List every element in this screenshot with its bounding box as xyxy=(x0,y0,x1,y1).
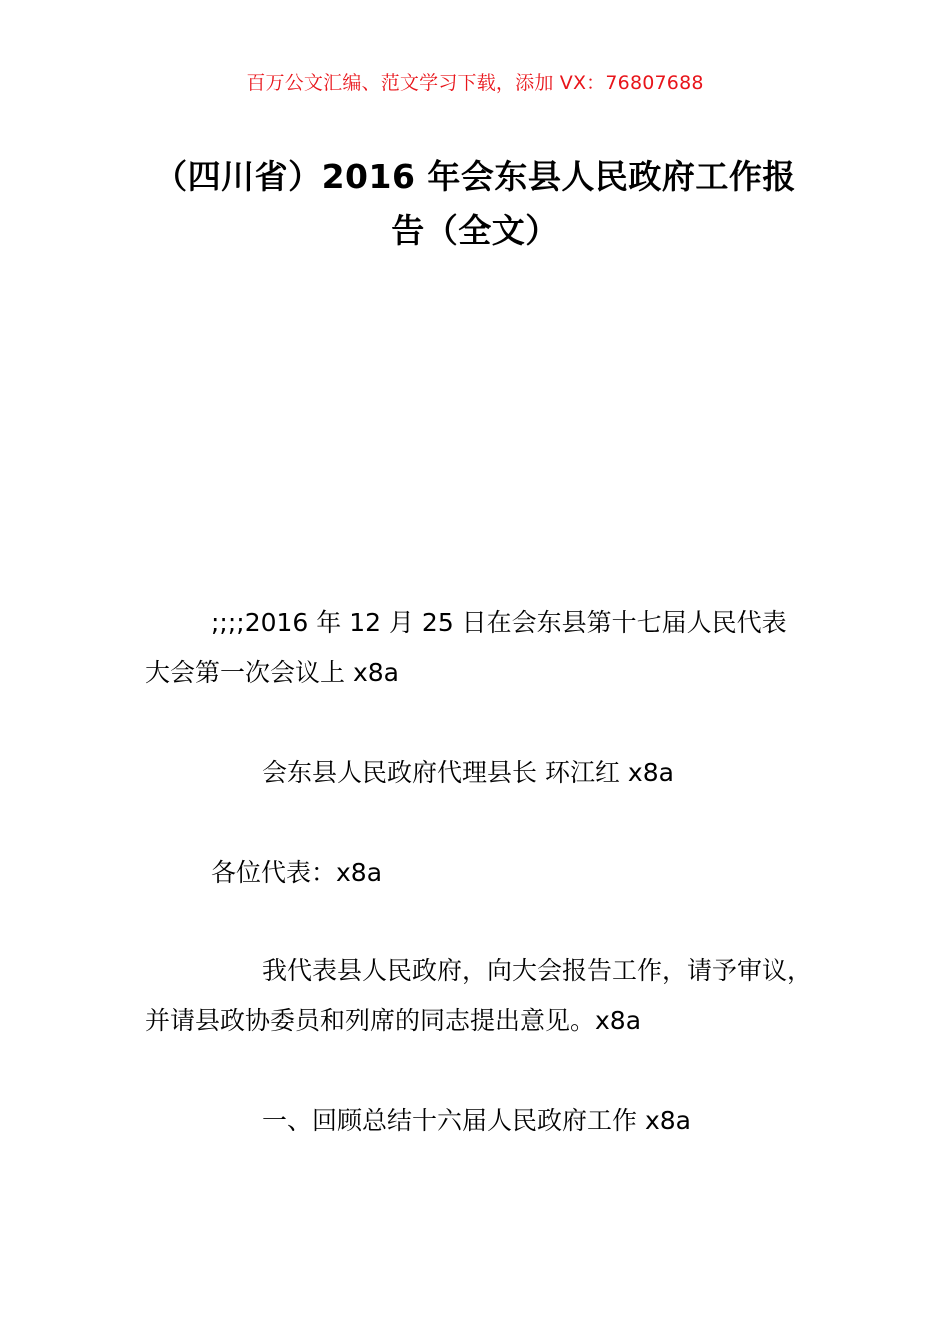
paragraph-meeting-info xyxy=(145,598,835,698)
paragraph-line: ;;;;2016 年 12 月 25 日在会东县第十七届人民代表 xyxy=(211,608,787,637)
paragraph-line: 我代表县人民政府，向大会报告工作，请予审议， xyxy=(262,956,813,985)
paragraph-speaker: 会东县人民政府代理县长 环江红 x8a xyxy=(262,758,674,787)
title-line-1: （四川省）2016 年会东县人民政府工作报 xyxy=(154,157,796,196)
header-note: 百万公文汇编、范文学习下载，添加 VX：76807688 xyxy=(246,72,704,94)
section-heading: 一、回顾总结十六届人民政府工作 x8a xyxy=(262,1106,691,1135)
document-title xyxy=(140,150,810,258)
paragraph-line: 并请县政协委员和列席的同志提出意见。x8a xyxy=(145,1006,642,1035)
title-line-2: 告（全文） xyxy=(391,211,559,250)
paragraph-salutation: 各位代表：x8a xyxy=(211,858,383,887)
paragraph-intro xyxy=(145,946,835,1046)
paragraph-line: 大会第一次会议上 x8a xyxy=(145,658,399,687)
